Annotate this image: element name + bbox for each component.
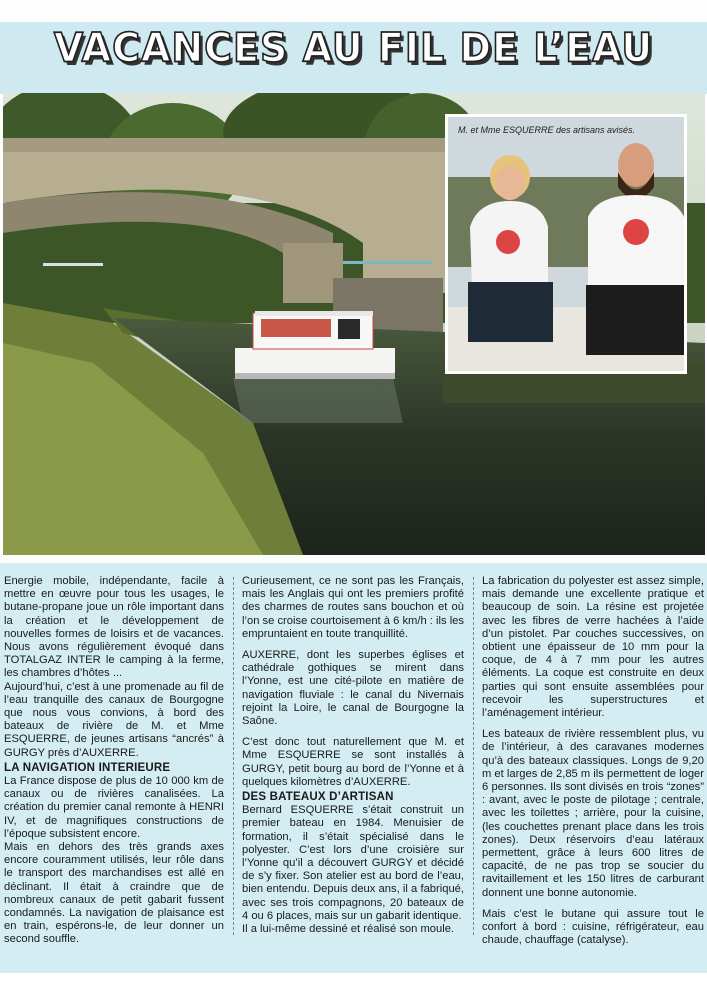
- couple-inset-photo: [445, 114, 687, 374]
- paragraph: Mais c’est le butane qui assure tout le confort à bord : cuisine, réfrigérateur, eau chaude, chauffage (catalyse).: [482, 907, 704, 947]
- paragraph: La fabrication du polyester est assez simple, mais demande une excellente pratique et beaucoup de soin. La résine est projetée avec les fibres de verre hachées à l’aide d’un pistolet. Par couches successives, on obtient une épaisseur de 10 mm pour la coque, de 4 à 7 mm pour les autres éléments. La coque est construite en deux parties qui sont ensuite assemblées pour recevoir les superstructures et l’aménagement intérieur.: [482, 575, 704, 720]
- article-column-1: [4, 575, 224, 947]
- article-column-2: [242, 575, 464, 936]
- section-heading: DES BATEAUX D’ARTISAN: [242, 791, 394, 804]
- column-divider: [473, 577, 474, 935]
- couple-portrait-image: [448, 117, 684, 371]
- paragraph: Les bateaux de rivière ressemblent plus, vu de l’intérieur, à des caravanes modernes qu’à des bateaux classiques. Longs de 9,20 m et larges de 2,85 m ils permettent de loger 6 personnes. Ils sont divisés en trois “zones” : avant, avec le poste de pilotage ; centrale, avec les toilettes ; arrière, pour la cuisine, (les couchettes prenant place dans les trois zones). Deux réservoirs d’eau latéraux permettent, grâce à leurs 600 litres de capacité, de ne pas trop se soucier du ravitaillement et les 150 litres de carburant donnent une bonne autonomie.: [482, 728, 704, 899]
- section-heading: LA NAVIGATION INTERIEURE: [4, 761, 171, 774]
- paragraph: Energie mobile, indépendante, facile à mettre en œuvre pour tous les usages, le butane-propane joue un rôle important dans la création et le développement de nouvelles formes de loisirs et de vacances. Nous avons régulièrement évoqué dans TOTALGAZ INTER le camping à la ferme, les chambres d’hôtes ...: [4, 575, 224, 680]
- paragraph: La France dispose de plus de 10 000 km de canaux ou de rivières canalisées. La création du premier canal remonte à HENRI IV, et de magnifiques constructions de l’époque subsistent encore.: [4, 775, 224, 840]
- paragraph: Curieusement, ce ne sont pas les Français, mais les Anglais qui ont les premiers profité des charmes de routes sans bouchon et où l’on se croise courtoisement à 6 km/h : ils les empruntaient en toute tranquillité.: [242, 575, 464, 640]
- paragraph: Il a lui-même dessiné et réalisé son moule.: [242, 923, 455, 936]
- article-column-3: [482, 575, 704, 947]
- inset-caption: M. et Mme ESQUERRE des artisans avisés.: [458, 125, 636, 135]
- paragraph: Aujourd’hui, c’est à une promenade au fil de l’eau tranquille des canaux de Bourgogne que nous vous convions, à bord des bateaux de rivière de M. et Mme ESQUERRE, de jeunes artisans “ancrés” à GURGY près d’AUXERRE.: [4, 680, 224, 759]
- paragraph: Mais en dehors des très grands axes encore couramment utilisés, leur rôle dans le transport des marchandises est allé en déclinant. Il était à craindre que de nombreux canaux de petit gabarit fussent condamnés. La navigation de plaisance est en train, espérons-le, de leur donner un second souffle.: [4, 841, 224, 946]
- page-bottom-margin: [0, 973, 707, 1000]
- paragraph: C’est donc tout naturellement que M. et Mme ESQUERRE se sont installés à GURGY, petit bourg au bord de l’Yonne et à quelques kilomètres d’AUXERRE.: [242, 736, 464, 788]
- column-divider: [233, 577, 234, 935]
- page-title: VACANCES AU FIL DE L’EAU: [53, 24, 654, 72]
- paragraph: AUXERRE, dont les superbes églises et cathédrale gothiques se mirent dans l’Yonne, est une cité-pilote en matière de navigation fluviale : le canal du Nivernais rejoint la Loire, le canal de Bourgogne la Saône.: [242, 649, 464, 728]
- paragraph: Bernard ESQUERRE s’était construit un premier bateau en 1984. Menuisier de formation, il s’était spécialisé dans le polyester. C’est lors d’une croisière sur l’Yonne qu’il a découvert GURGY et décidé de s’y fixer. Son atelier est au bord de l’eau, bien entendu. Depuis deux ans, il a fabriqué, avec ses trois compagnons, 20 bateaux de 4 ou 6 places, mais sur un gabarit identique.: [242, 804, 464, 922]
